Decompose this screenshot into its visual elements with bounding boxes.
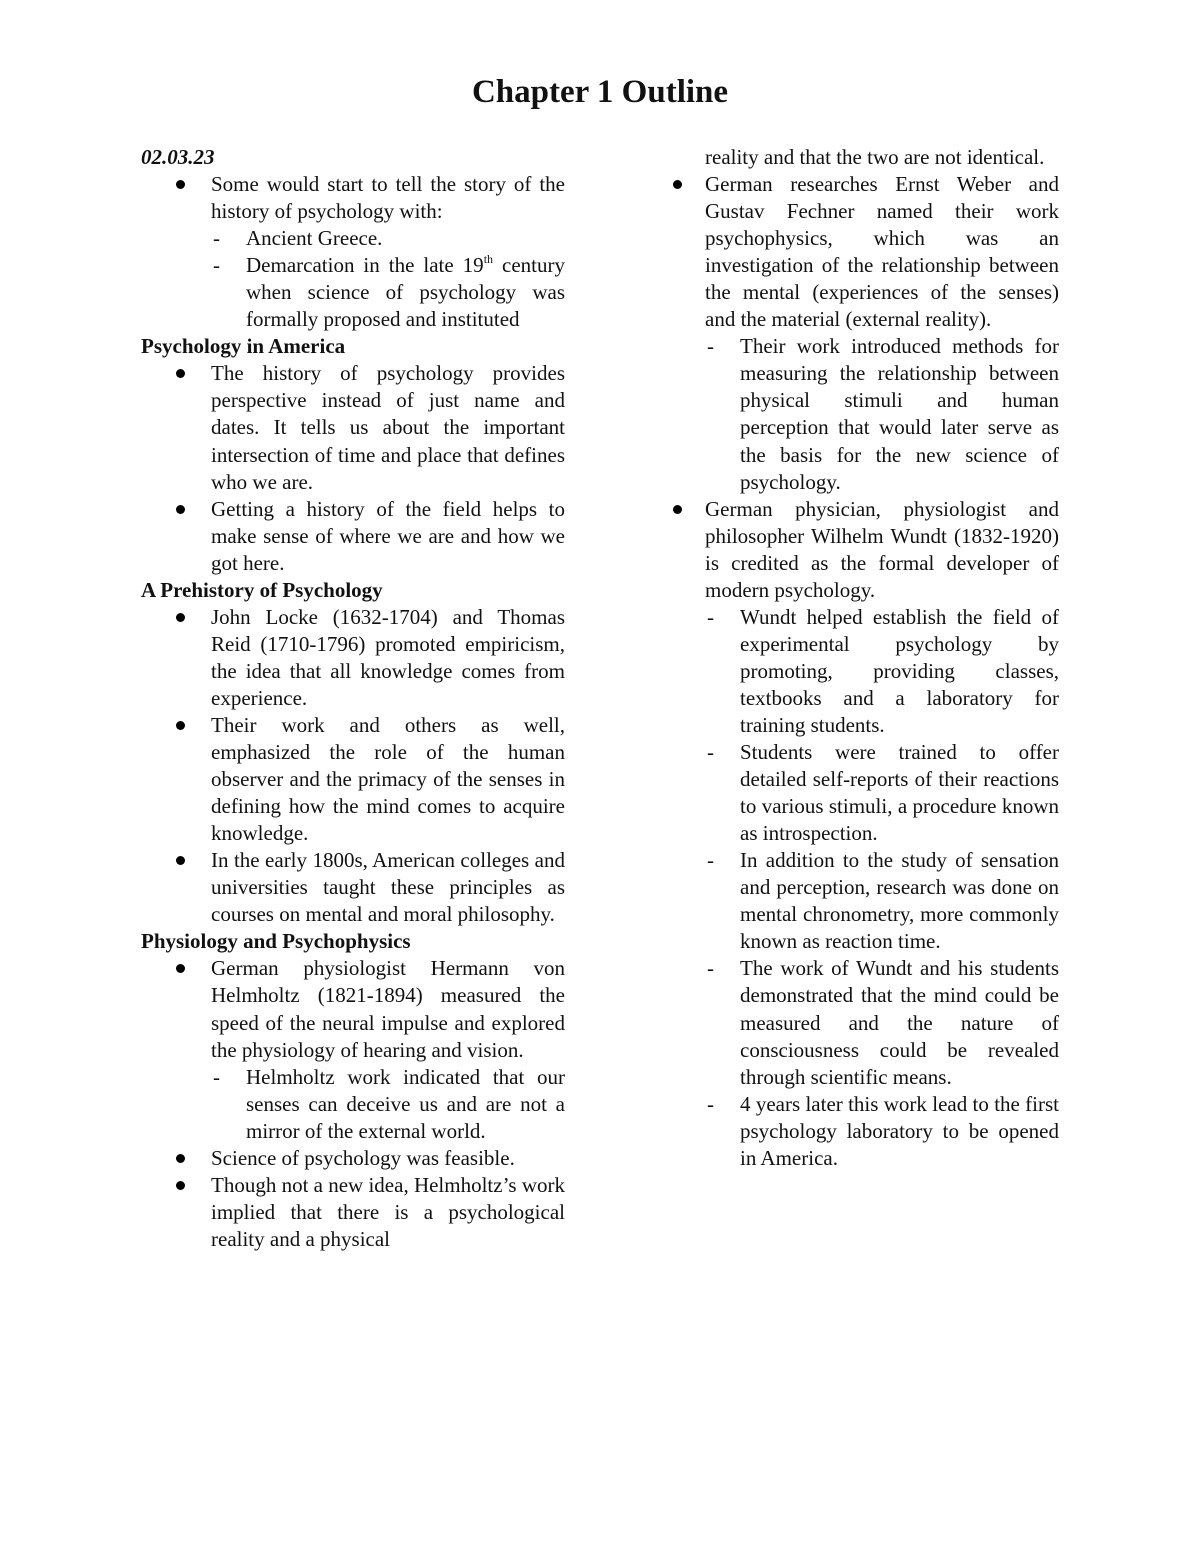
item-text: The history of psychology provides perspective instead of just name and dates. It tells us about the important intersection of time and place that defines who we are. [211, 361, 565, 494]
section-heading: Physiology and Psychophysics [141, 929, 411, 954]
sub-list [211, 1064, 565, 1145]
right-column [670, 144, 1059, 1172]
sub-list-item [211, 225, 565, 252]
item-text: John Locke (1632-1704) and Thomas Reid (1710-1796) promoted empiricism, the idea that all knowledge comes from experience. [211, 604, 565, 710]
page-title: Chapter 1 Outline [471, 74, 729, 110]
section-list [670, 171, 1059, 1172]
list-item [141, 1172, 565, 1253]
list-item [141, 171, 565, 333]
bullet-icon [176, 613, 185, 622]
item-text: century when science of psychology was formally proposed and instituted [246, 253, 565, 332]
sub-list [211, 225, 565, 333]
bullet-icon [176, 1181, 185, 1190]
sub-list-item [705, 604, 1059, 739]
item-text: German physiologist Hermann von Helmholtz (1821-1894) measured the speed of the neural impulse and explored the physiology of hearing and vision. [211, 956, 565, 1062]
bullet-icon [176, 1154, 185, 1163]
list-item [141, 604, 565, 712]
section-list [141, 360, 565, 576]
list-item [670, 171, 1059, 496]
list-item [141, 1145, 565, 1172]
superscript: th [483, 252, 494, 267]
bullet-icon [176, 180, 185, 189]
sub-list-item [705, 333, 1059, 495]
dash-icon: - [707, 604, 714, 629]
bullet-icon [673, 505, 682, 514]
bullet-icon [176, 505, 185, 514]
item-text: 4 years later this work lead to the first psychology laboratory to be opened in America. [740, 1091, 1059, 1170]
item-text: Their work introduced methods for measuring the relationship between physical stimuli and human perception that would later serve as the basis for the new science of psychology. [740, 334, 1059, 494]
item-text: In addition to the study of sensation and perception, research was done on mental chronometry, more commonly known as reaction time. [740, 848, 1059, 954]
section-list [141, 955, 565, 1253]
dash-icon: - [707, 848, 714, 873]
list-item [141, 712, 565, 847]
bullet-icon [176, 369, 185, 378]
sub-list [705, 333, 1059, 495]
dash-icon: - [213, 1064, 220, 1089]
item-text: Some would start to tell the story of the history of psychology with: [211, 172, 565, 224]
sub-list-item [705, 1091, 1059, 1172]
list-item [141, 955, 565, 1144]
item-text: Science of psychology was feasible. [211, 1145, 515, 1170]
left-column [141, 144, 565, 1253]
bullet-icon [176, 721, 185, 730]
date-label: 02.03.23 [141, 145, 215, 169]
item-text: The work of Wundt and his students demonstrated that the mind could be measured and the nature of consciousness could be revealed through scientific means. [740, 956, 1059, 1089]
sub-list [705, 604, 1059, 1172]
item-text: German researches Ernst Weber and Gustav Fechner named their work psychophysics, which was an investigation of the relationship between the mental (experiences of the senses) and the material (external reality). [705, 172, 1059, 332]
item-text: German physician, physiologist and philosopher Wilhelm Wundt (1832-1920) is credited as the formal developer of modern psychology. [705, 496, 1059, 602]
bullet-icon [176, 856, 185, 865]
intro-list [141, 171, 565, 333]
continued-text: reality and that the two are not identical. [705, 145, 1045, 169]
item-text: Though not a new idea, Helmholtz’s work implied that there is a psychological reality and a physical [211, 1172, 566, 1251]
dash-icon: - [707, 956, 714, 981]
section-heading: A Prehistory of Psychology [141, 577, 383, 602]
dash-icon: - [213, 226, 220, 251]
dash-icon: - [707, 334, 714, 359]
sub-list-item [705, 739, 1059, 847]
dash-icon: - [213, 253, 220, 278]
item-text: Wundt helped establish the field of experimental psychology by promoting, providing classes, textbooks and a laboratory for training students. [740, 604, 1059, 737]
section-heading: Psychology in America [141, 334, 346, 359]
bullet-icon [673, 180, 682, 189]
list-item [141, 360, 565, 495]
dash-icon: - [707, 740, 714, 765]
dash-icon: - [707, 1091, 714, 1116]
sub-list-item [211, 252, 565, 333]
section-list [141, 604, 565, 929]
bullet-icon [176, 964, 185, 973]
item-text: Students were trained to offer detailed self-reports of their reactions to various stimuli, a procedure known as introspection. [740, 740, 1059, 846]
item-text: Their work and others as well, emphasized the role of the human observer and the primacy of the senses in defining how the mind comes to acquire knowledge. [211, 712, 565, 846]
sub-list-item [211, 1064, 565, 1145]
item-text: In the early 1800s, American colleges and universities taught these principles as courses on mental and moral philosophy. [211, 848, 565, 927]
item-text: Helmholtz work indicated that our senses can deceive us and are not a mirror of the external world. [246, 1064, 565, 1143]
item-text: Demarcation in the late 19 [246, 253, 484, 278]
list-item [141, 847, 565, 928]
sub-list-item [705, 955, 1059, 1090]
item-text: Getting a history of the field helps to make sense of where we are and how we got here. [211, 496, 565, 575]
list-item [670, 496, 1059, 1172]
list-item [141, 496, 565, 577]
sub-list-item [705, 847, 1059, 955]
item-text: Ancient Greece. [246, 226, 383, 251]
